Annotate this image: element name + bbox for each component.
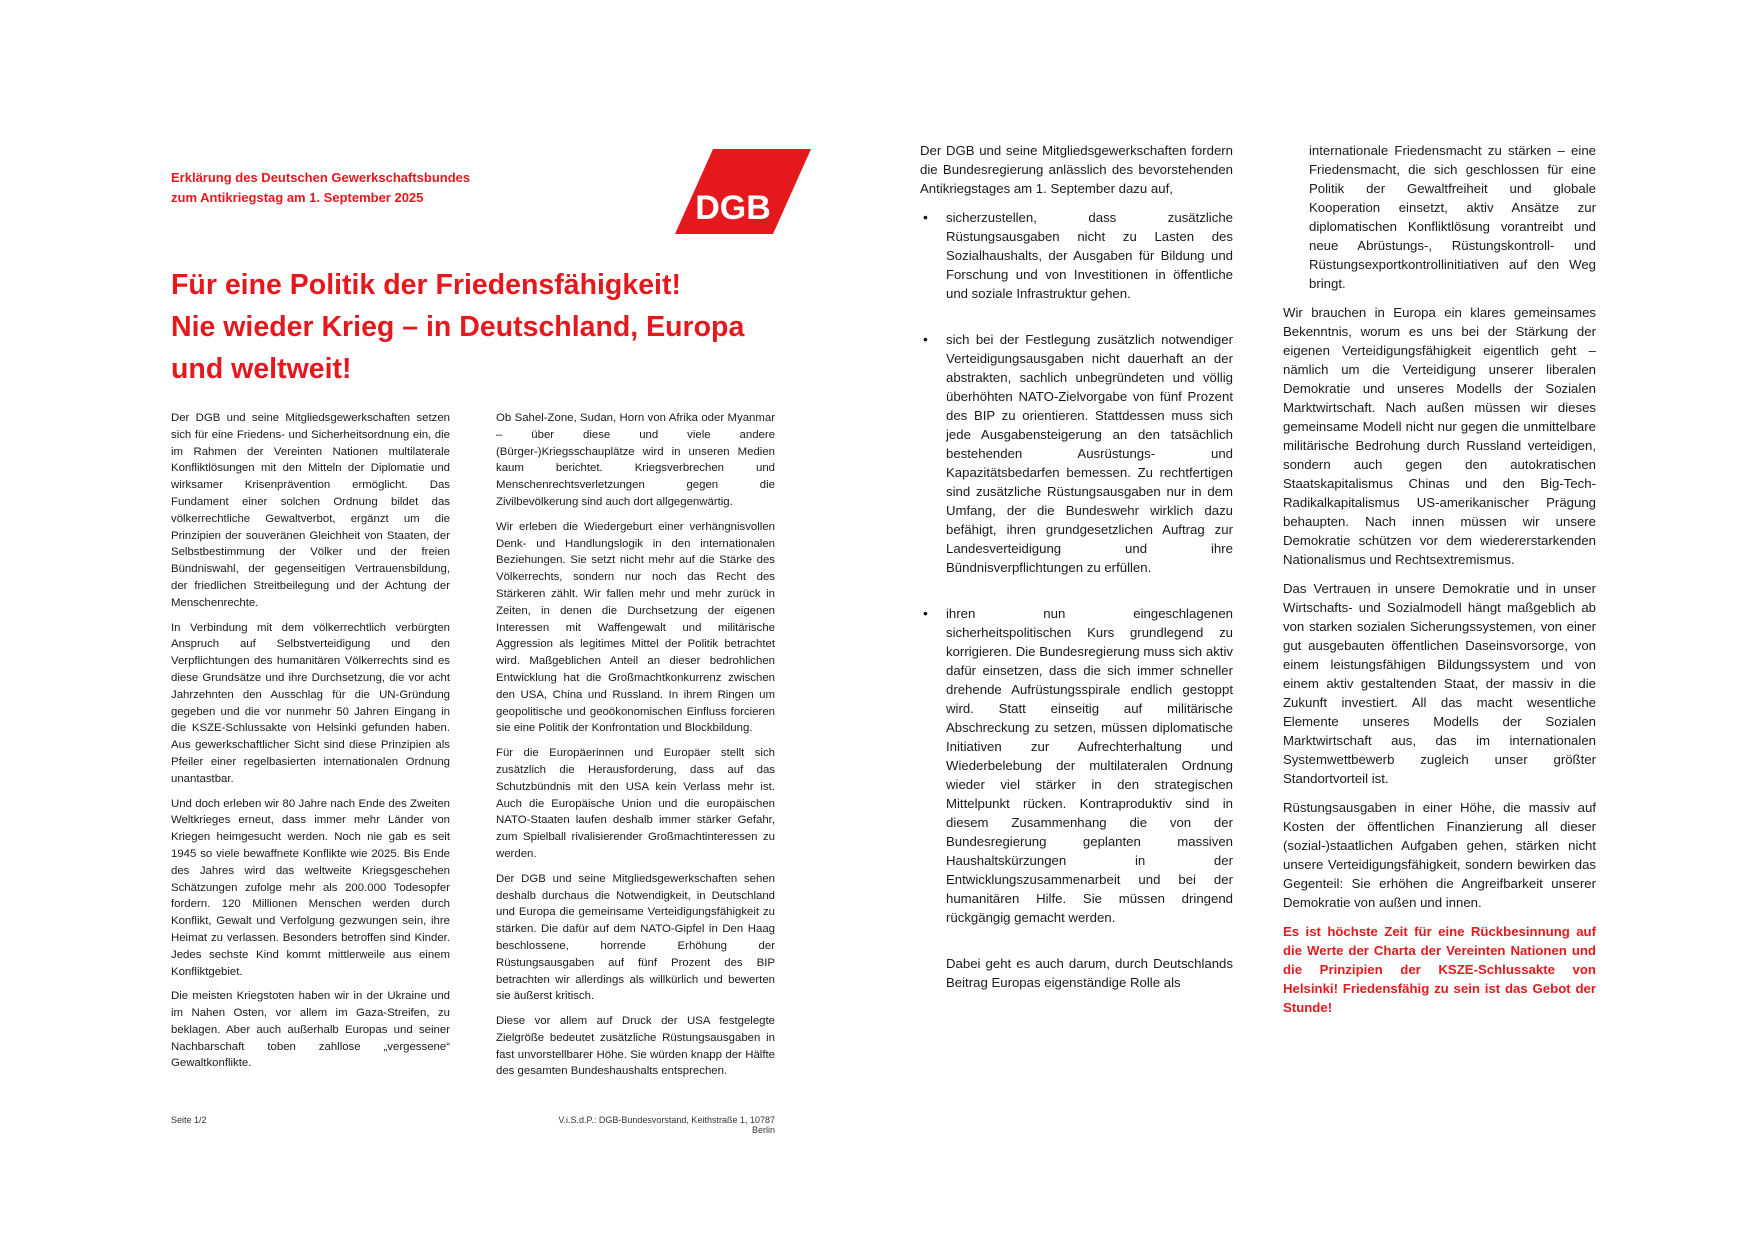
list-item <box>920 604 1233 927</box>
paragraph: Rüstungsausgaben in einer Höhe, die massiv auf Kosten der öffentlichen Finanzierung all dieser (sozial-)staatlichen Aufgaben gehen, stärken nicht unsere Verteidigungsfähigkeit, sondern bewirken das Gegenteil: Sie erhöhen die Angreifbarkeit unserer Demokratie von außen und innen. <box>1283 800 1596 910</box>
paragraph: Für die Europäerinnen und Europäer stellt sich zusätzlich die Herausforderung, dass auf das Schutzbündnis mit den USA kein Verlass mehr ist. Auch die Europäische Union und die europäischen NATO-Staaten laufen deshalb immer stärker Gefahr, zum Spielball rivalisierender Großmachtinteressen zu werden. <box>496 747 775 860</box>
paragraph: Dabei geht es auch darum, durch Deutschlands Beitrag Europas eigenständige Rolle als <box>946 956 1233 990</box>
page-headline <box>171 264 811 390</box>
imprint: V.i.S.d.P.: DGB-Bundesvorstand, Keithstraße 1, 10787 Berlin <box>558 1115 775 1135</box>
statement-kicker <box>171 168 551 208</box>
paragraph: Wir erleben die Wiedergeburt einer verhängnisvollen Denk- und Handlungslogik in den internationalen Beziehungen. Sie setzt nicht mehr auf die Stärke des Völkerrechts, sondern nur noch das Recht des Stärkeren zählt. Wir fallen mehr und mehr zurück in Zeiten, in denen die Durchsetzung der eigenen Interessen mit Waffengewalt und militärische Aggression als legitimes Mittel der Politik betrachtet wird. Maßgeblichen Anteil an dieser bedrohlichen Entwicklung hat die Großmachtkonkurrenz zwischen den USA, China und Russland. In ihrem Ringen um geopolitische und geoökonomischen Einfluss forcieren sie eine Politik der Konfrontation und Blockbildung. <box>496 520 775 735</box>
page1-column-1 <box>171 410 450 1080</box>
dgb-logo-text: DGB <box>695 189 771 227</box>
page2-column-2 <box>1283 141 1596 1027</box>
list-item-text: sicherzustellen, dass zusätzliche Rüstungsausgaben nicht zu Lasten des Sozialhaushalts, der Ausgaben für Bildung und Forschung und von Investitionen in öffentliche und soziale Infrastruktur gehen. <box>946 210 1233 301</box>
list-item <box>920 330 1233 577</box>
page-number: Seite 1/2 <box>171 1115 207 1125</box>
demands-intro: Der DGB und seine Mitgliedsgewerkschaften fordern die Bundesregierung anlässlich des bevorstehenden Antikriegstages am 1. September dazu auf, <box>920 143 1233 196</box>
dgb-logo <box>675 149 811 234</box>
paragraph: Der DGB und seine Mitgliedsgewerkschaften sehen deshalb durchaus die Notwendigkeit, in Deutschland und Europa die gemeinsame Verteidigungsfähigkeit zu stärken. Die dafür auf dem NATO-Gipfel in Den Haag beschlossene, horrende Erhöhung der Rüstungsausgaben auf fünf Prozent des BIP betrachten wir allerdings als willkürlich und bewerten sie äußerst kritisch. <box>496 872 775 1003</box>
kicker-line-1: Erklärung des Deutschen Gewerkschaftsbundes <box>171 170 471 185</box>
bullet-icon: • <box>923 605 928 621</box>
demands-list <box>920 208 1233 927</box>
paragraph: Wir brauchen in Europa ein klares gemeinsames Bekenntnis, worum es uns bei der Stärkung der eigenen Verteidigungsfähigkeit eigentlich geht – nämlich um die Verteidigung unserer liberalen Demokratie und unseres Modells der Sozialen Marktwirtschaft. Nach außen müssen wir dieses gemeinsame Modell nicht nur gegen die unmittelbare militärische Bedrohung durch Russland verteidigen, sondern auch gegen den autokratischen Staatskapitalismus Chinas und den Big-Tech-Radikalkapitalismus US-amerikanischer Prägung behaupten. Nach innen müssen wir unsere Demokratie schützen vor dem wiedererstarkenden Nationalismus und Rechtsextremismus. <box>1283 305 1596 567</box>
paragraph: Das Vertrauen in unsere Demokratie und in unser Wirtschafts- und Sozialmodell hängt maßgeblich ab von starken sozialen Sicherungssystemen, von einer gut ausgebauten öffentlichen Daseinsvorsorge, von einem leistungsfähigen Bildungssystem und von einem aktiv gestaltenden Staat, der massiv in die Zukunft investiert. All das macht wesentliche Elemente unseres Modells der Sozialen Marktwirtschaft aus, das im internationalen Systemwettbewerb zugleich unser größter Standortvorteil ist. <box>1283 581 1596 786</box>
paragraph: In Verbindung mit dem völkerrechtlich verbürgten Anspruch auf Selbstverteidigung und den Verpflichtungen des humanitären Völkerrechts sind es diese Grundsätze und ihre Durchsetzung, die vor acht Jahrzehnten den Ausschlag für die UN-Gründung gegeben und die vor nunmehr 50 Jahren Eingang in die KSZE-Schlussakte von Helsinki gefunden haben. Aus gewerkschaftlicher Sicht sind diese Prinzipien als Pfeiler einer regelbasierten internationalen Ordnung unantastbar. <box>171 621 450 785</box>
headline-line-2: Nie wieder Krieg – in Deutschland, Europa <box>171 311 745 343</box>
bullet-icon: • <box>923 209 928 225</box>
closing-statement: Es ist höchste Zeit für eine Rückbesinnung auf die Werte der Charta der Vereinten Nationen und die Prinzipien der KSZE-Schlussakte von Helsinki! Friedensfähig zu sein ist das Gebot der Stunde! <box>1283 924 1596 1015</box>
kicker-line-2: zum Antikriegstag am 1. September 2025 <box>171 190 424 205</box>
paragraph: internationale Friedensmacht zu stärken – eine Friedensmacht, die sich geschlossen für eine Politik der Gewaltfreiheit und globale Kooperation einsetzt, aktiv Ansätze zur diplomatischen Konfliktlösung vorantreibt und neue Abrüstungs-, Rüstungskontroll- und Rüstungsexportkontrollinitiativen auf den Weg bringt. <box>1309 143 1596 291</box>
bullet-icon: • <box>923 331 928 347</box>
paragraph: Diese vor allem auf Druck der USA festgelegte Zielgröße bedeutet zusätzliche Rüstungsausgaben in fast unvorstellbarer Höhe. Sie würden knapp der Hälfte des gesamten Bundeshaushalts entsprechen. <box>496 1015 775 1078</box>
page1-column-2 <box>496 410 775 1088</box>
paragraph: Und doch erleben wir 80 Jahre nach Ende des Zweiten Weltkrieges erneut, dass immer mehr Länder von Kriegen heimgesucht werden. Noch nie gab es seit 1945 so viele bewaffnete Konflikte wie 2025. Bis Ende des Jahres wird das weltweite Kriegsgeschehen Schätzungen zufolge mehr als 200.000 Todesopfer fordern. 120 Millionen Menschen werden durch Konflikt, Gewalt und Verfolgung gezwungen sein, ihre Heimat zu verlassen. Besonders betroffen sind Kinder. Jedes sechste Kind kommt mittlerweile aus einem Konfliktgebiet. <box>171 797 450 978</box>
list-item <box>920 208 1233 303</box>
paragraph: Der DGB und seine Mitgliedsgewerkschaften setzen sich für eine Friedens- und Sicherheitsordnung ein, die im Rahmen der Vereinten Nationen multilaterale Konfliktlösungen mit den Mitteln der Diplomatie und wirksamer Krisenprävention ermöglicht. Das Fundament einer solchen Ordnung bildet das völkerrechtliche Gewaltverbot, ergänzt um die Prinzipien der souveränen Gleichheit von Staaten, der Selbstbestimmung der Völker und der freien Bündniswahl, der gegenseitigen Vertrauensbildung, der friedlichen Streitbeilegung und der Achtung der Menschenrechte. <box>171 412 450 609</box>
headline-line-1: Für eine Politik der Friedensfähigkeit! <box>171 269 681 301</box>
headline-line-3: und weltweit! <box>171 353 352 385</box>
list-item-text: sich bei der Festlegung zusätzlich notwendiger Verteidigungsausgaben nicht dauerhaft an der abstrakten, sachlich unbegründeten und völlig überhöhten NATO-Zielvorgabe von fünf Prozent des BIP zu orientieren. Stattdessen muss sich jede Ausgabensteigerung an den tatsächlich bestehenden Ausrüstungs- und Kapazitätsbedarfen bemessen. Zu rechtfertigen sind zusätzliche Rüstungsausgaben nur in dem Umfang, der die Bundeswehr wirklich dazu befähigt, ihren grundgesetzlichen Auftrag zur Landesverteidigung und ihre Bündnisverpflichtungen zu erfüllen. <box>946 332 1233 575</box>
page2-column-1 <box>920 141 1233 1002</box>
list-item-text: ihren nun eingeschlagenen sicherheitspolitischen Kurs grundlegend zu korrigieren. Die Bundesregierung muss sich aktiv dafür einsetzen, dass die sich immer schneller drehende Aufrüstungsspirale endlich gestoppt wird. Statt einseitig auf militärische Abschreckung zu setzen, müssen diplomatische Initiativen zur Aufrechterhaltung und Wiederbelebung der multilateralen Ordnung wieder viel stärker in den strategischen Mittelpunkt rücken. Kontraproduktiv sind in diesem Zusammenhang die von der Bundesregierung geplanten massiven Haushaltskürzungen in der Entwicklungszusammenarbeit und bei der humanitären Hilfe. Sie müssen dringend rückgängig gemacht werden. <box>946 606 1233 925</box>
paragraph: Die meisten Kriegstoten haben wir in der Ukraine und im Nahen Osten, vor allem im Gaza-Streifen, zu beklagen. Aber auch außerhalb Europas und seiner Nachbarschaft toben zahllose „vergessene“ Gewaltkonflikte. <box>171 990 450 1070</box>
paragraph: Ob Sahel-Zone, Sudan, Horn von Afrika oder Myanmar – über diese und viele andere (Bürger-)Kriegsschauplätze wird in unseren Medien kaum berichtet. Kriegsverbrechen und Menschenrechtsverletzungen gegen die Zivilbevölkerung sind auch dort allgegenwärtig. <box>496 412 775 508</box>
